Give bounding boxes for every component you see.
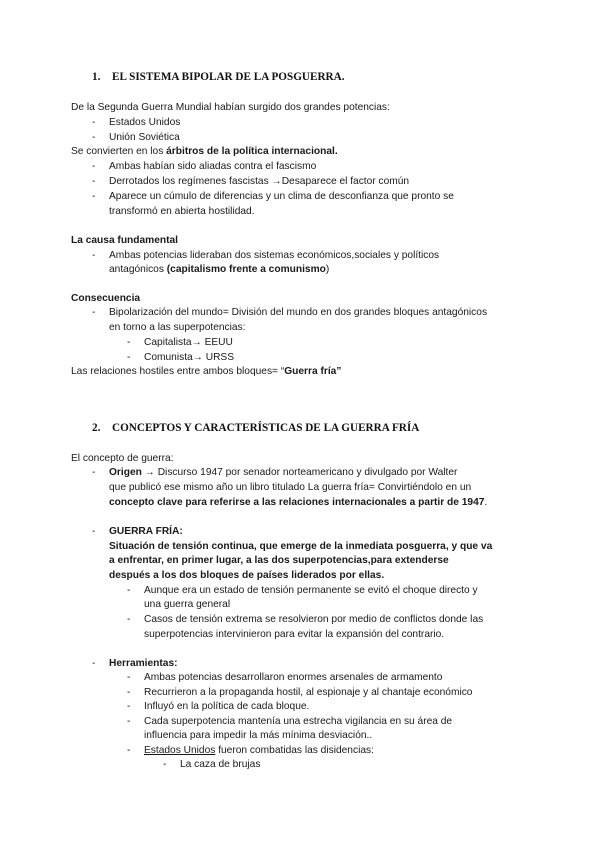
cause-line-2-bold: (capitalismo frente a comunismo [166,264,326,275]
origin-line-3 [109,496,487,511]
gf-item-cont: una guerra general [144,599,231,610]
gf-item: Aunque era un estado de tensión permanente se evitó el choque directo y [144,585,478,596]
bullet-dash: - [127,672,131,683]
section-1-number: 1. [92,71,101,83]
bullet-dash: - [127,337,131,348]
bullet-dash: - [92,658,96,669]
bloc-communist: Comunista→ URSS [144,352,235,363]
bullet-dash: - [127,716,131,727]
section-2-title: CONCEPTOS Y CARACTERÍSTICAS DE LA GUERRA FRÍA [112,422,420,434]
arbiters-item: Ambas habían sido aliadas contra el fascismo [109,161,317,172]
arbiters-text: Se convierten en los [71,146,167,157]
power-us: Estados Unidos [109,117,181,128]
s1-intro: De la Segunda Guerra Mundial habían surgido dos grandes potencias: [71,102,390,113]
bullet-dash: - [92,161,96,172]
arbiters-bold: árbitros de la política internacional. [166,146,338,157]
guerra-fria-def: después a los dos bloques de países liderados por ellas. [109,570,385,581]
bloc-capitalist: Capitalista→ EEUU [144,337,233,348]
bullet-dash: - [127,701,131,712]
cause-title: La causa fundamental [71,235,178,246]
origin-line-3-period: . [484,497,488,508]
origin-line-1 [109,466,457,481]
consequence-title: Consecuencia [71,293,141,304]
bullet-dash: - [163,759,167,770]
bullet-dash: - [92,176,96,187]
bullet-dash: - [127,614,131,625]
s1-arbiters [71,145,338,160]
tools-item: Cada superpotencia mantenía una estrecha vigilancia en su área de [144,716,453,727]
cause-line-2-text: antagónicos [109,264,167,275]
origin-text: → Discurso 1947 por senador norteamericano y divulgado por Walter [141,467,458,478]
origin-line-3-bold: concepto clave para referirse a las relaciones internacionales a partir de 1947 [109,497,485,508]
us-dissidence-line [144,744,374,759]
us-underlined: Estados Unidos [144,745,216,756]
origin-label: Origen [109,467,142,478]
arbiters-item: Aparece un cúmulo de diferencias y un clima de desconfianza que pronto se [109,191,454,202]
consequence-line-2: en torno a las superpotencias: [109,322,246,333]
arbiters-item-cont: transformó en abierta hostilidad. [109,206,255,217]
bullet-dash: - [92,467,96,478]
bullet-dash: - [127,352,131,363]
tools-item-cont: influencia para impedir la más mínima desviación.. [144,730,373,741]
guerra-fria-def: a enfrentar, en primer lugar, a las dos superpotencias,para extenderse [109,555,449,566]
section-2-heading [92,421,419,436]
section-1-title: EL SISTEMA BIPOLAR DE LA POSGUERRA. [112,71,345,83]
bullet-dash: - [92,117,96,128]
s2-intro: El concepto de guerra: [71,453,174,464]
origin-line-2: que publicó ese mismo año un libro titulado La guerra fría= Convirtiéndolo en un [109,482,472,493]
bullet-dash: - [127,687,131,698]
bullet-dash: - [92,132,96,143]
bullet-dash: - [127,585,131,596]
cause-line-1: Ambas potencias lideraban dos sistemas económicos,sociales y políticos [109,250,440,261]
gf-item-cont: superpotencias intervinieron para evitar la expansión del contrario. [144,629,445,640]
guerra-fria-def: Situación de tensión continua, que emerge de la inmediata posguerra, y que va [109,541,493,552]
cause-line-2-close: ) [325,264,330,275]
relations-text: Las relaciones hostiles entre ambos bloques= “ [71,366,285,377]
section-1-heading [92,70,345,85]
bullet-dash: - [92,307,96,318]
bullet-dash: - [92,526,96,537]
tools-item: Ambas potencias desarrollaron enormes arsenales de armamento [144,672,443,683]
tools-title: Herramientas: [109,658,178,669]
bullet-dash: - [92,250,96,261]
tools-item: Recurrieron a la propaganda hostil, al espionaje y al chantaje económico [144,687,473,698]
consequence-line-1: Bipolarización del mundo= División del mundo en dos grandes bloques antagónicos [109,307,488,318]
witch-hunt: La caza de brujas [180,759,261,770]
relations-bold: Guerra fría” [284,366,342,377]
gf-item: Casos de tensión extrema se resolvieron por medio de conflictos donde las [144,614,484,625]
bullet-dash: - [92,191,96,202]
section-2-number: 2. [92,422,101,434]
relations-line [71,365,341,380]
guerra-fria-title: GUERRA FRÍA: [109,526,183,537]
bullet-dash: - [127,745,131,756]
us-rest: fueron combatidas las disidencias: [215,745,374,756]
power-ussr: Unión Soviética [109,132,180,143]
arbiters-item: Derrotados los regímenes fascistas →Desaparece el factor común [109,176,410,187]
cause-line-2 [109,263,329,278]
tools-item: Influyó en la política de cada bloque. [144,701,310,712]
